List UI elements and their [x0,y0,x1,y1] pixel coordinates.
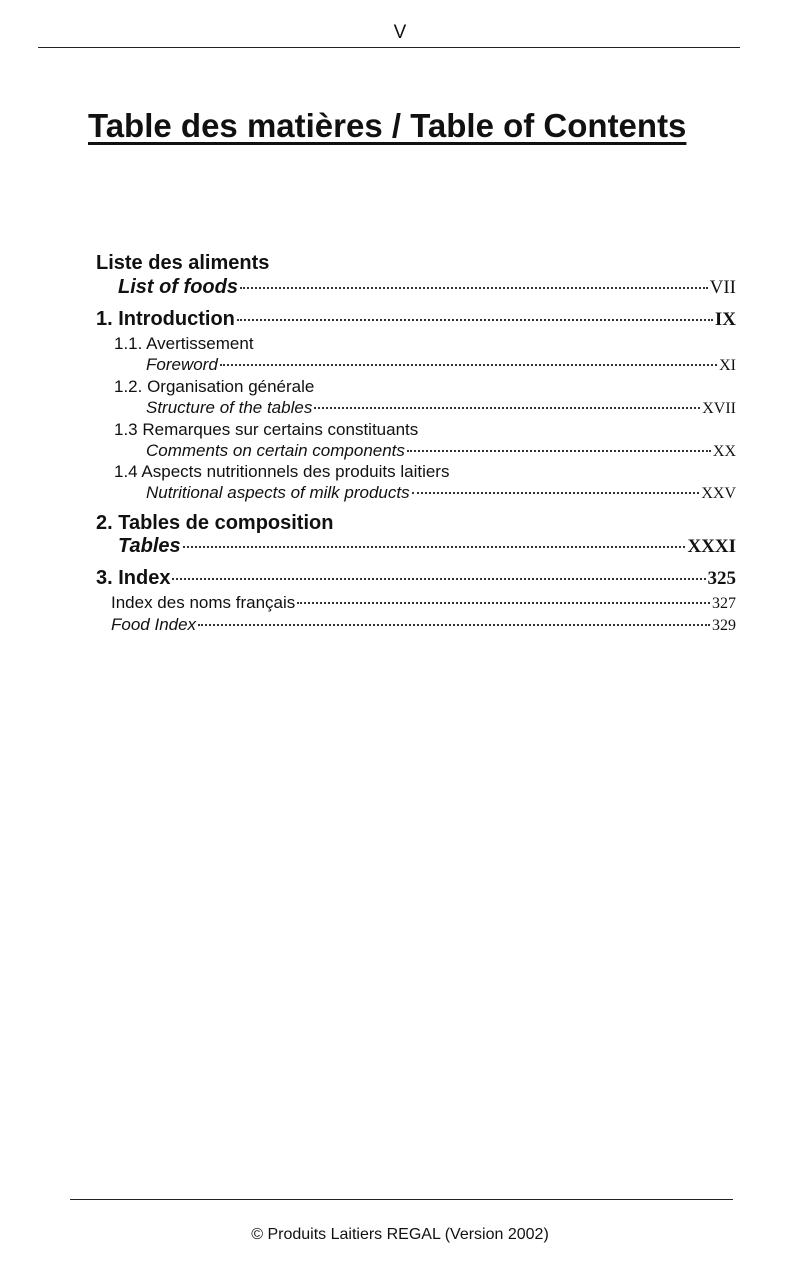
toc-entry-page: 327 [712,595,736,612]
dot-leader [297,602,710,604]
toc-entry-page: XX [712,443,736,460]
dot-leader [240,287,708,289]
toc-entry-list-of-foods[interactable] [118,276,736,299]
toc-subheading-avertissement: 1.1. Avertissement [114,334,254,353]
toc-subheading-organisation: 1.2. Organisation générale [114,377,315,396]
page-number: V [393,22,407,43]
dot-leader [172,578,705,580]
toc-entry-page: 329 [712,617,736,634]
toc-entry-page: XXXI [687,536,736,557]
toc-entry-introduction[interactable] [96,308,736,331]
toc-entry-label: 3. Index [96,567,171,589]
toc-entry-label: Structure of the tables [146,398,313,417]
toc-entry-page: XI [719,357,736,374]
toc-subheading-remarques: 1.3 Remarques sur certains constituants [114,420,419,439]
toc-entry-label: Nutritional aspects of milk products [146,483,410,502]
toc-entry-page: XXV [701,485,736,502]
toc-entry-page: IX [714,309,736,330]
dot-leader [237,319,713,321]
toc-entry-page: 325 [707,568,736,589]
copyright-footer: © Produits Laitiers REGAL (Version 2002) [251,1226,549,1243]
dot-leader [198,624,710,626]
toc-entry-food-index[interactable] [111,615,736,635]
page-title: Table des matières / Table of Contents [88,107,687,144]
toc-entry-structure[interactable] [146,398,736,418]
toc-entry-tables[interactable] [118,535,736,558]
toc-entry-foreword[interactable] [146,355,736,375]
toc-heading-tables: 2. Tables de composition [96,512,334,534]
toc-entry-comments[interactable] [146,441,736,461]
dot-leader [314,407,700,409]
toc-entry-label: List of foods [118,276,238,298]
toc-entry-label: Index des noms français [111,593,296,612]
dot-leader [183,546,686,548]
dot-leader [407,450,711,452]
toc-entry-label: Food Index [111,615,197,634]
toc-entry-label: Comments on certain components [146,441,405,460]
toc-subheading-aspects: 1.4 Aspects nutritionnels des produits laitiers [114,462,450,481]
toc-entry-index[interactable] [96,567,736,590]
toc-entry-label: Tables [118,535,181,557]
toc-entry-label: 1. Introduction [96,308,235,330]
toc-heading-list-of-foods: Liste des aliments [96,252,270,274]
toc-entry-nutritional-aspects[interactable] [146,483,736,503]
toc-entry-page: VII [709,277,736,298]
footer-rule [70,1199,733,1200]
dot-leader [220,364,717,366]
header-rule [38,47,740,48]
toc-entry-page: XVII [702,400,736,417]
toc-entry-index-fr[interactable] [111,593,736,613]
dot-leader [412,492,700,494]
toc-entry-label: Foreword [146,355,218,374]
